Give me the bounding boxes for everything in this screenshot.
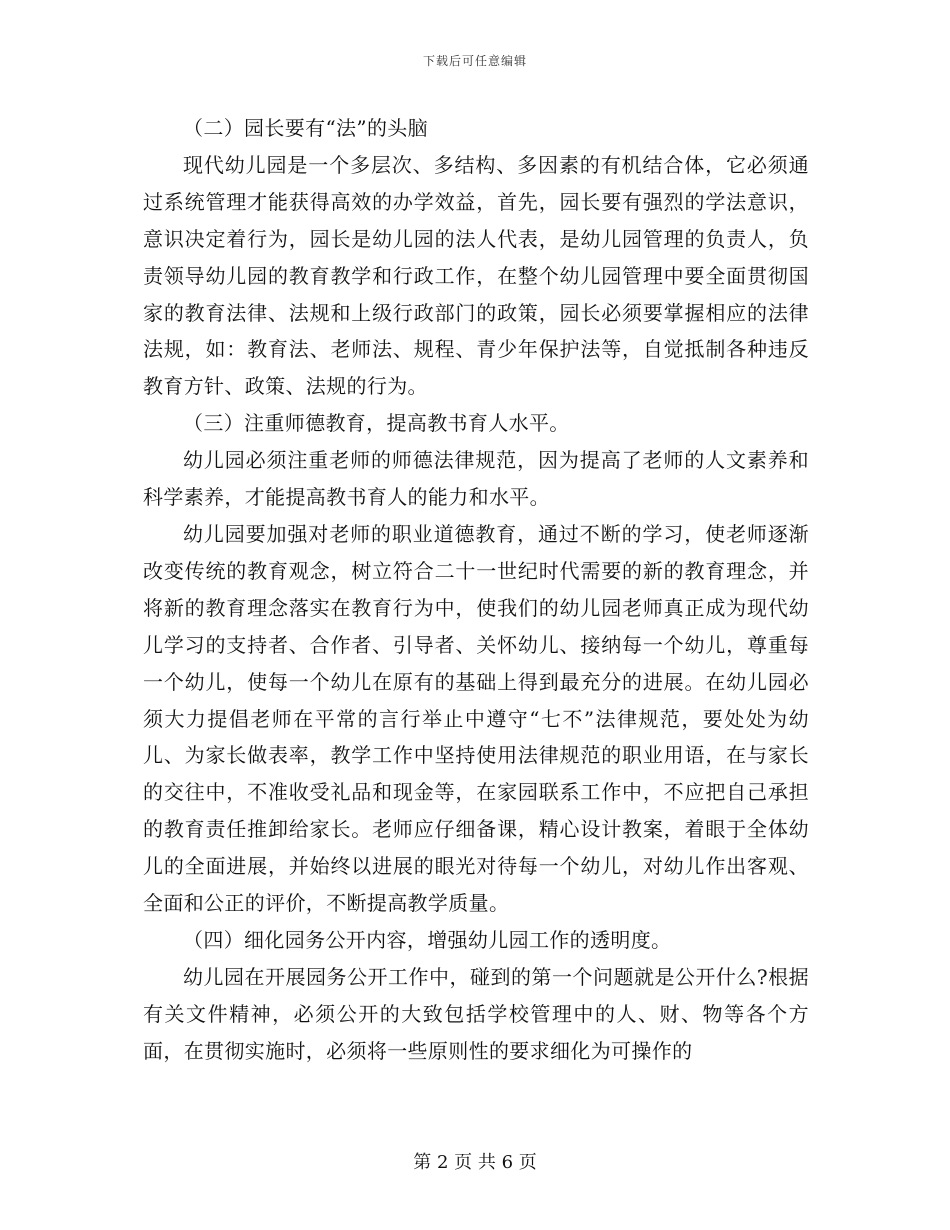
body-paragraph: 幼儿园要加强对老师的职业道德教育，通过不断的学习，使老师逐渐改变传统的教育观念，树立符合二十一世纪时代需要的新的教育理念，并将新的教育理念落实在教育行为中，使我们的幼儿园老师真正成为现代幼儿学习的支持者、合作者、引导者、关怀幼儿、接纳每一个幼儿，尊重每一个幼儿，使每一个幼儿在原有的基础上得到最充分的进展。在幼儿园必须大力提倡老师在平常的言行举止中遵守“七不”法律规范，要处处为幼儿、为家长做表率，教学工作中坚持使用法律规范的职业用语，在与家长的交往中，不准收受礼品和现金等，在家园联系工作中，不应把自己承担的教育责任推卸给家长。老师应仔细备课，精心设计教案，着眼于全体幼儿的全面进展，并始终以进展的眼光对待每一个幼儿，对幼儿作出客观、全面和公正的评价，不断提高教学质量。 <box>143 521 809 916</box>
body-paragraph: 幼儿园必须注重老师的师德法律规范，因为提高了老师的人文素养和科学素养，才能提高教书育人的能力和水平。 <box>143 448 809 510</box>
page-number: 第 2 页 共 6 页 <box>413 1152 537 1173</box>
section-heading-3: （三）注重师德教育，提高教书育人水平。 <box>183 411 570 436</box>
section-heading-2: （二）园长要有“法”的头脑 <box>183 116 428 140</box>
header-note: 下载后可任意编辑 <box>422 54 527 68</box>
body-paragraph: 现代幼儿园是一个多层次、多结构、多因素的有机结合体，它必须通过系统管理才能获得高效的办学效益，首先，园长要有强烈的学法意识，意识决定着行为，园长是幼儿园的法人代表，是幼儿园管理的负责人，负责领导幼儿园的教育教学和行政工作，在整个幼儿园管理中要全面贯彻国家的教育法律、法规和上级行政部门的政策，园长必须要掌握相应的法律法规，如：教育法、老师法、规程、青少年保护法等，自觉抵制各种违反教育方针、政策、法规的行为。 <box>143 152 809 399</box>
document-body <box>143 110 809 1070</box>
section-heading-4: （四）细化园务公开内容，增强幼儿园工作的透明度。 <box>183 927 672 952</box>
body-paragraph: 幼儿园在开展园务公开工作中，碰到的第一个问题就是公开什么?根据有关文件精神，必须公开的大致包括学校管理中的人、财、物等各个方面，在贯彻实施时，必须将一些原则性的要求细化为可操作的 <box>143 964 809 1063</box>
